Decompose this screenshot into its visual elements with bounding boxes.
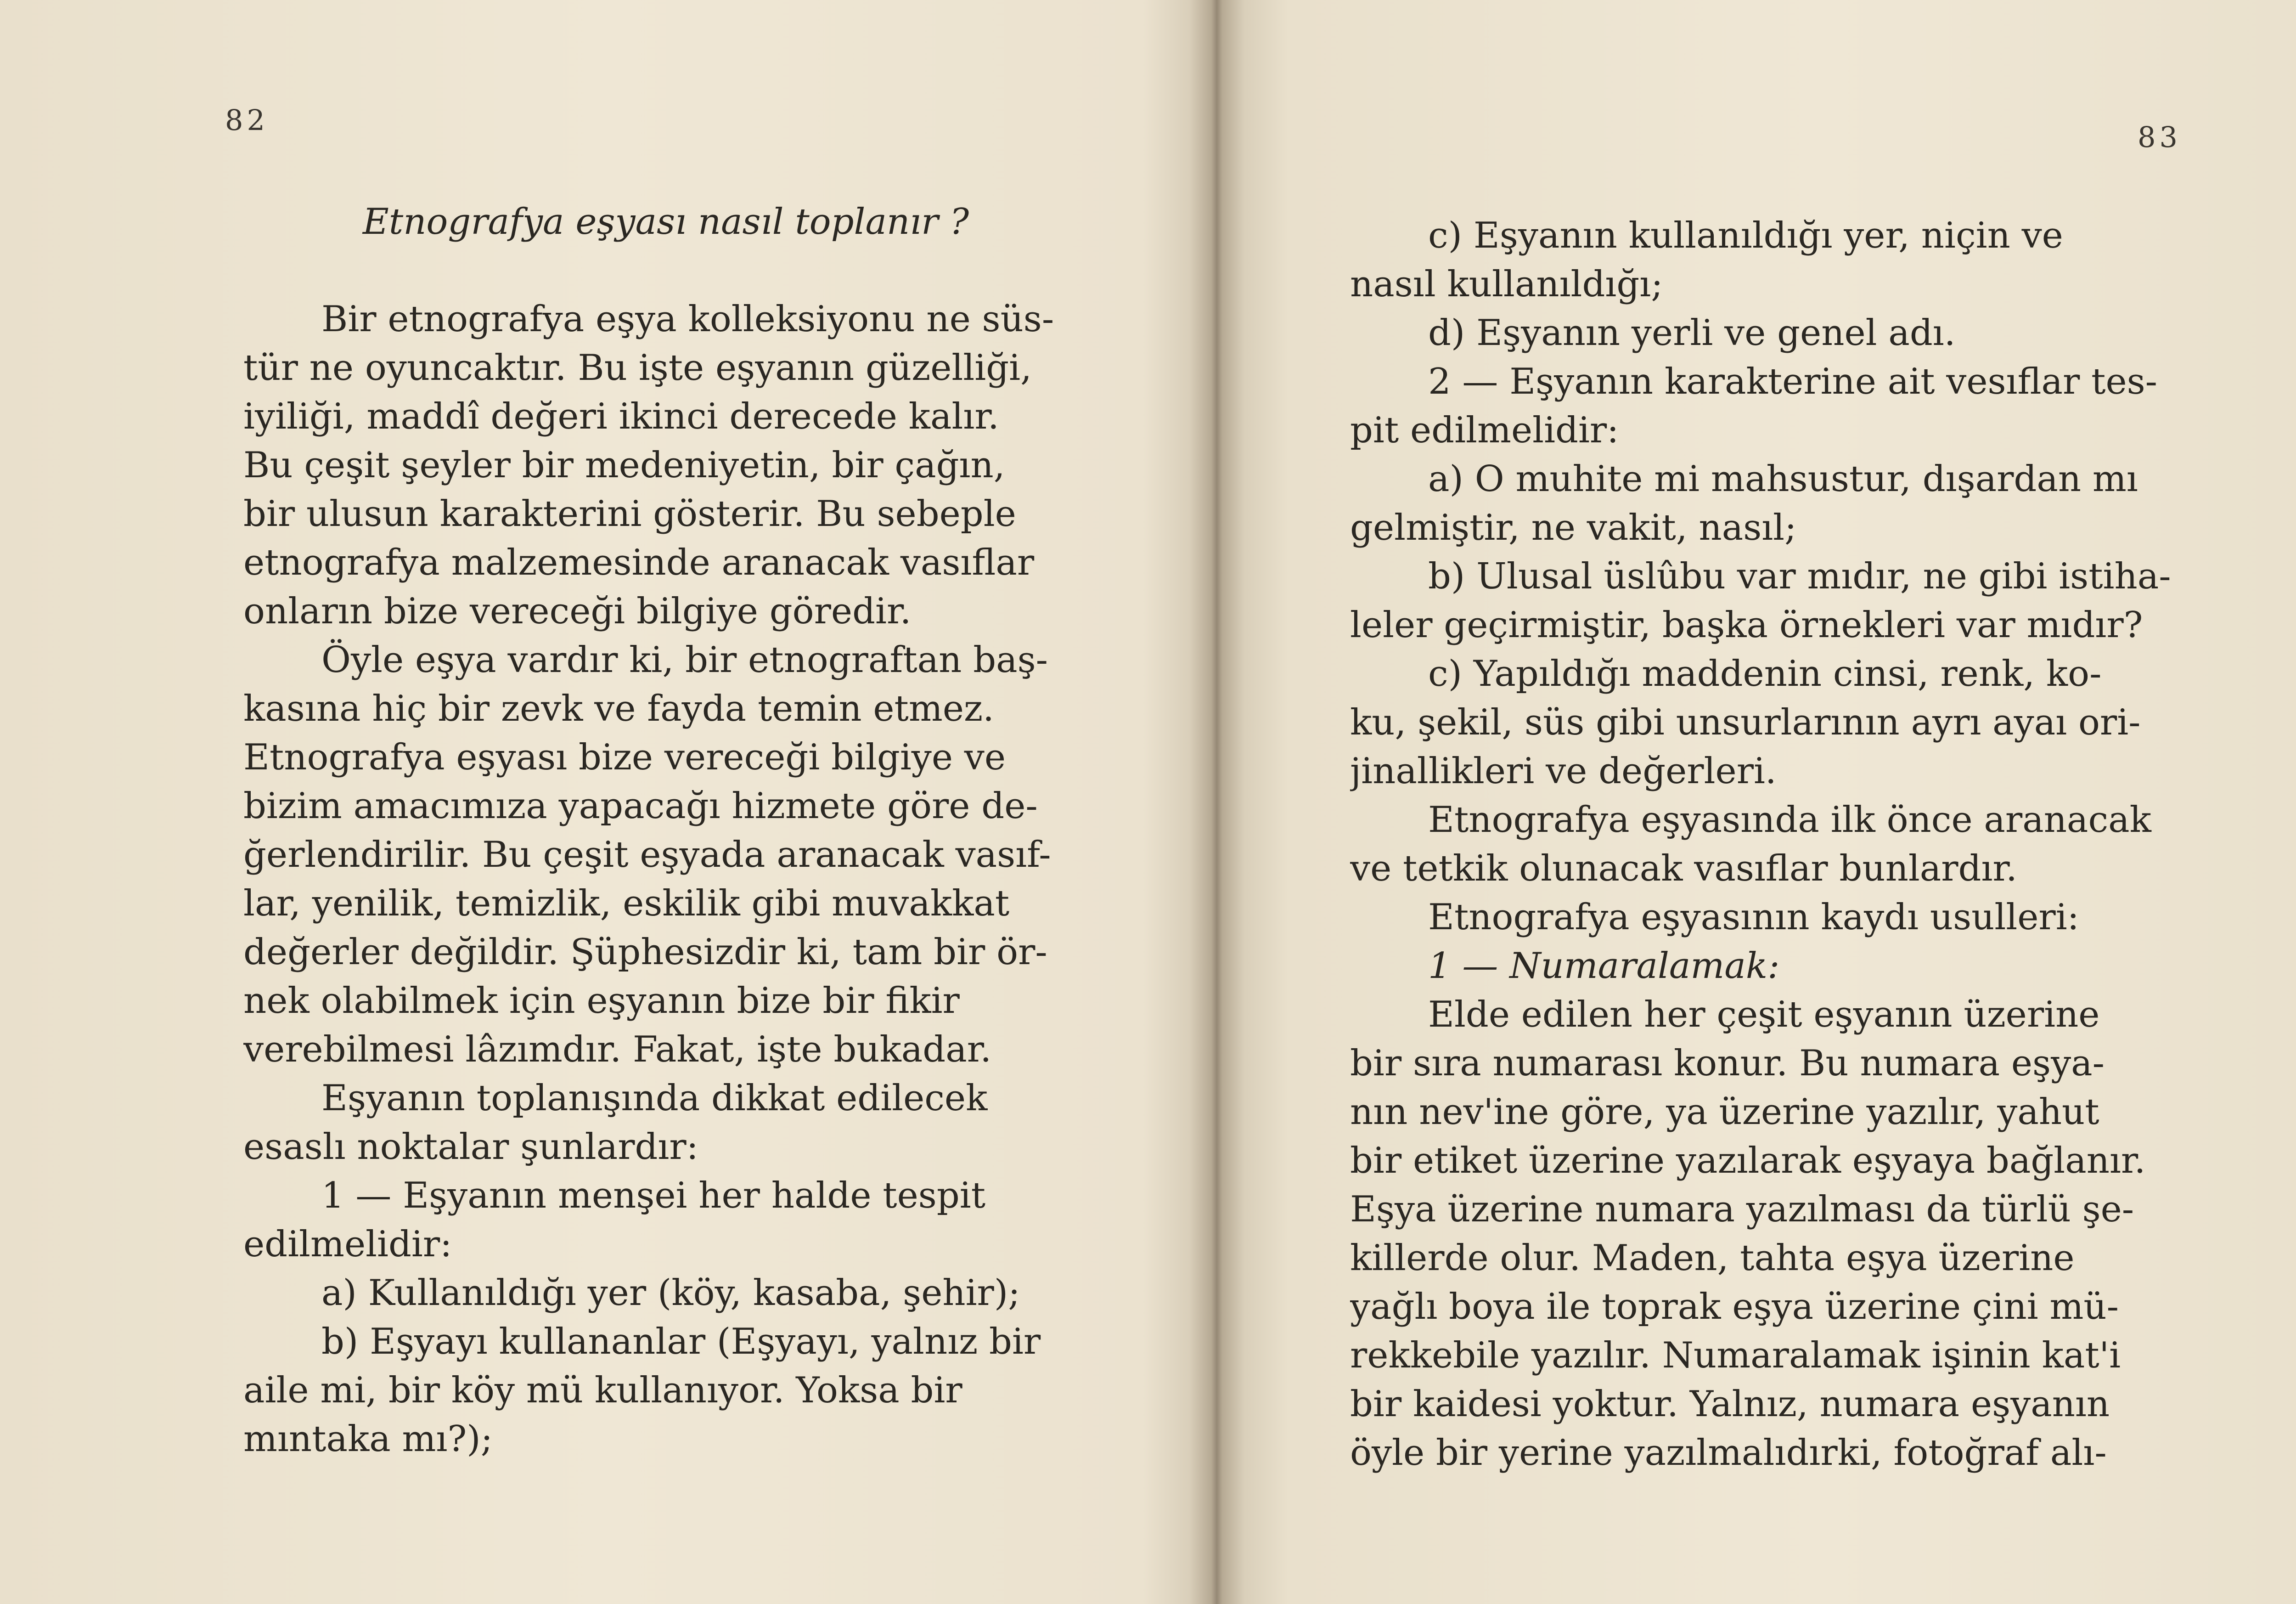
text-line: bir etiket üzerine yazılarak eşyaya bağlanır. — [1350, 1140, 2146, 1181]
text-line: b) Eşyayı kullananlar (Eşyayı, yalnız bir — [321, 1321, 1041, 1362]
text-line: bir ulusun karakterini gösterir. Bu sebeple — [243, 493, 1016, 535]
left-lines — [243, 295, 1088, 1463]
text-line: bizim amacımıza yapacağı hizmete göre de- — [243, 785, 1038, 827]
text-line: bir kaidesi yoktur. Yalnız, numara eşyanın — [1350, 1384, 2110, 1425]
text-line: Eşya üzerine numara yazılması da türlü şe- — [1350, 1189, 2134, 1230]
text-line: tür ne oyuncaktır. Bu işte eşyanın güzelliği, — [243, 347, 1032, 389]
text-line: killerde olur. Maden, tahta eşya üzerine — [1350, 1237, 2075, 1279]
text-line: iyiliği, maddî değeri ikinci derecede kalır. — [243, 396, 999, 437]
text-line: Eşyanın toplanışında dikkat edilecek — [321, 1078, 988, 1119]
text-line: Öyle eşya vardır ki, bir etnograftan baş- — [321, 639, 1048, 681]
text-line: c) Eşyanın kullanıldığı yer, niçin ve — [1428, 215, 2063, 256]
right-lines — [1350, 211, 2190, 1477]
text-line: kasına hiç bir zevk ve fayda temin etmez. — [243, 688, 994, 729]
text-line: 1 — Eşyanın menşei her halde tespit — [321, 1175, 986, 1216]
text-line: ku, şekil, süs gibi unsurlarının ayrı ayaı ori- — [1350, 702, 2141, 743]
text-line: edilmelidir: — [243, 1224, 452, 1265]
text-line: lar, yenilik, temizlik, eskilik gibi muvakkat — [243, 883, 1010, 924]
text-line: yağlı boya ile toprak eşya üzerine çini mü- — [1350, 1286, 2119, 1327]
text-line: etnografya malzemesinde aranacak vasıflar — [243, 542, 1035, 583]
text-line: jinallikleri ve değerleri. — [1350, 751, 1777, 792]
text-line: b) Ulusal üslûbu var mıdır, ne gibi istiha- — [1428, 556, 2171, 597]
text-line: Bir etnografya eşya kolleksiyonu ne süs- — [321, 299, 1054, 340]
left-page-text — [243, 198, 1088, 1463]
text-line: nasıl kullanıldığı; — [1350, 264, 1663, 305]
text-line: nek olabilmek için eşyanın bize bir fikir — [243, 980, 960, 1022]
text-line: öyle bir yerine yazılmalıdırki, fotoğraf alı- — [1350, 1432, 2107, 1474]
right-page-text — [1350, 211, 2190, 1477]
right-page — [1231, 0, 2296, 1604]
text-line: esaslı noktalar şunlardır: — [243, 1126, 698, 1168]
text-line: değerler değildir. Şüphesizdir ki, tam bir ör- — [243, 932, 1047, 973]
text-line: nın nev'ine göre, ya üzerine yazılır, yahut — [1350, 1091, 2099, 1133]
text-line: 1 — Numaralamak: — [1428, 945, 1780, 987]
page-number-right: 83 — [2138, 120, 2181, 154]
text-line: mıntaka mı?); — [243, 1418, 493, 1460]
text-line: a) O muhite mi mahsustur, dışardan mı — [1428, 458, 2138, 500]
text-line: pit edilmelidir: — [1350, 410, 1619, 451]
text-line: ğerlendirilir. Bu çeşit eşyada aranacak vasıf- — [243, 834, 1051, 875]
text-line: Etnografya eşyasının kaydı usulleri: — [1428, 897, 2079, 938]
text-line: 2 — Eşyanın karakterine ait vesıflar tes- — [1428, 361, 2157, 402]
text-line: aile mi, bir köy mü kullanıyor. Yoksa bir — [243, 1370, 962, 1411]
section-title: Etnografya eşyası nasıl toplanır ? — [362, 201, 969, 243]
text-line: onların bize vereceği bilgiye göredir. — [243, 591, 912, 632]
text-line: Elde edilen her çeşit eşyanın üzerine — [1428, 994, 2100, 1035]
text-line: rekkebile yazılır. Numaralamak işinin kat'i — [1350, 1335, 2121, 1376]
text-line: verebilmesi lâzımdır. Fakat, işte bukadar. — [243, 1029, 992, 1070]
text-line: leler geçirmiştir, başka örnekleri var mıdır? — [1350, 604, 2143, 646]
text-line: c) Yapıldığı maddenin cinsi, renk, ko- — [1428, 653, 2102, 695]
text-line: a) Kullanıldığı yer (köy, kasaba, şehir); — [321, 1272, 1020, 1314]
text-line: gelmiştir, ne vakit, nasıl; — [1350, 507, 1797, 548]
text-line: d) Eşyanın yerli ve genel adı. — [1428, 312, 1956, 354]
text-line: ve tetkik olunacak vasıflar bunlardır. — [1350, 848, 2017, 889]
text-line: Bu çeşit şeyler bir medeniyetin, bir çağın, — [243, 445, 1005, 486]
text-line: bir sıra numarası konur. Bu numara eşya- — [1350, 1043, 2105, 1084]
page-number-left: 82 — [225, 103, 269, 137]
text-line: Etnografya eşyası bize vereceği bilgiye ve — [243, 737, 1006, 778]
text-line: Etnografya eşyasında ilk önce aranacak — [1428, 799, 2151, 841]
